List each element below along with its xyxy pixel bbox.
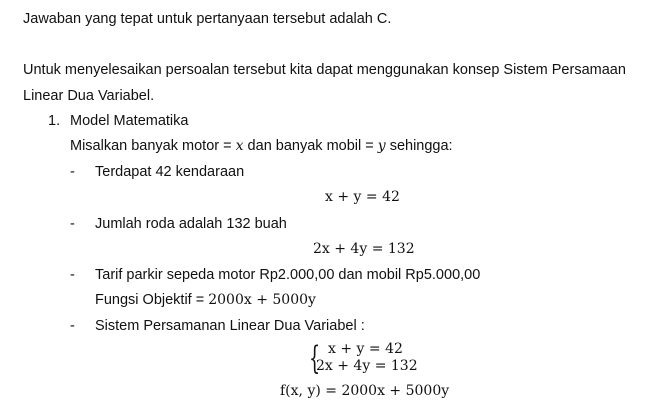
section-title: Model Matematika xyxy=(70,113,189,129)
system-brace: { xyxy=(309,339,321,377)
objective-function-line xyxy=(95,291,316,309)
item-system-title: Sistem Persamanan Linear Dua Variabel : xyxy=(95,318,365,334)
variable-x: x xyxy=(235,138,244,154)
bullet-dash: - xyxy=(70,267,75,283)
item-vehicles-text: Terdapat 42 kendaraan xyxy=(95,164,245,180)
system-equation-1: x + y = 42 xyxy=(328,341,403,357)
definition-middle: dan banyak mobil = xyxy=(243,138,378,154)
equation-vehicles: x + y = 42 xyxy=(325,189,400,205)
item-wheels-text: Jumlah roda adalah 132 buah xyxy=(95,216,287,232)
definition-suffix: sehingga: xyxy=(385,138,453,154)
variable-y: y xyxy=(377,138,386,154)
bullet-dash: - xyxy=(70,164,75,180)
intro-line-2: Linear Dua Variabel. xyxy=(23,88,155,104)
system-equation-2: 2x + 4y = 132 xyxy=(316,358,418,374)
variable-definition xyxy=(70,137,453,155)
objective-label: Fungsi Objektif = xyxy=(95,292,209,308)
objective-equation: 2000x + 5000y xyxy=(208,292,316,308)
bullet-dash: - xyxy=(70,318,75,334)
definition-prefix: Misalkan banyak motor = xyxy=(70,138,236,154)
objective-function-equation: f(x, y) = 2000x + 5000y xyxy=(280,383,450,399)
item-parking-fee-text: Tarif parkir sepeda motor Rp2.000,00 dan mobil Rp5.000,00 xyxy=(95,267,481,283)
intro-line-1: Untuk menyelesaikan persoalan tersebut kita dapat menggunakan konsep Sistem Persamaan xyxy=(23,62,626,78)
answer-statement: Jawaban yang tepat untuk pertanyaan tersebut adalah C. xyxy=(23,11,392,27)
section-number: 1. xyxy=(48,113,61,129)
equation-wheels: 2x + 4y = 132 xyxy=(313,241,415,257)
bullet-dash: - xyxy=(70,216,75,232)
